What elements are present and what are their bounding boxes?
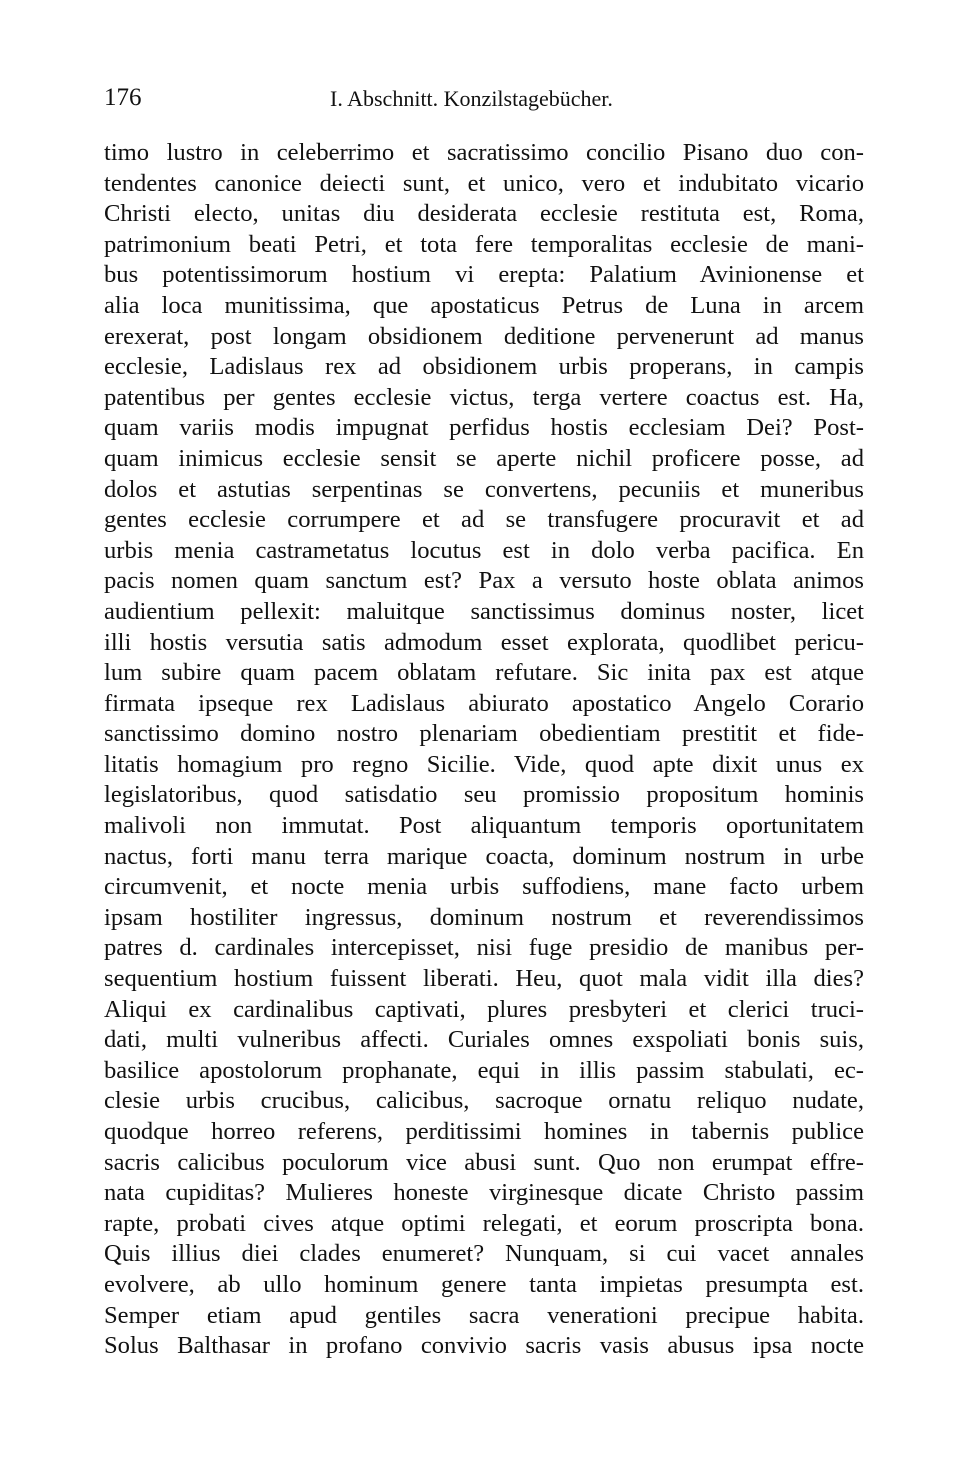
text-line: alia loca munitissima, que apostaticus Petrus de Luna in arcem [104, 291, 864, 319]
text-line: tendentes canonice deiecti sunt, et unico, vero et indubitato vicario [104, 169, 864, 197]
text-line: legislatoribus, quod satisdatio seu promissio propositum hominis [104, 781, 864, 809]
text-line: patentibus per gentes ecclesie victus, terga vertere coactus est. Ha, [104, 383, 864, 411]
text-line: Quis illius diei clades enumeret? Nunquam, si cui vacet annales [104, 1240, 864, 1268]
text-line: circumvenit, et nocte menia urbis suffodiens, mane facto urbem [104, 873, 864, 901]
text-line: quam inimicus ecclesie sensit se aperte nichil proficere posse, ad [104, 444, 864, 472]
page-number: 176 [104, 84, 142, 111]
text-line: lum subire quam pacem oblatam refutare. Sic inita pax est atque [104, 659, 864, 687]
text-line: litatis homagium pro regno Sicilie. Vide, quod apte dixit unus ex [104, 750, 864, 778]
text-line: sequentium hostium fuissent liberati. Heu, quot mala vidit illa dies? [104, 965, 864, 993]
text-line: malivoli non immutat. Post aliquantum temporis oportunitatem [104, 812, 864, 840]
text-line: dati, multi vulneribus affecti. Curiales omnes exspoliati bonis suis, [104, 1026, 864, 1054]
text-line: audientium pellexit: maluitque sanctissimus dominus noster, licet [104, 597, 864, 625]
text-line: rapte, probati cives atque optimi relegati, et eorum proscripta bona. [104, 1209, 864, 1237]
text-line: quam variis modis impugnat perfidus hostis ecclesiam Dei? Post- [104, 414, 864, 442]
text-line: basilice apostolorum prophanate, equi in illis passim stabulati, ec- [104, 1056, 864, 1084]
text-line: Semper etiam apud gentiles sacra venerationi precipue habita. [104, 1301, 864, 1329]
text-line: patres d. cardinales intercepisset, nisi fuge presidio de manibus per- [104, 934, 864, 962]
text-line: clesie urbis crucibus, calicibus, sacroque ornatu reliquo nudate, [104, 1087, 864, 1115]
text-line: nata cupiditas? Mulieres honeste virginesque dicate Christo passim [104, 1179, 864, 1207]
section-title: I. Abschnitt. Konzilstagebücher. [330, 86, 613, 111]
text-line: dolos et astutias serpentinas se convertens, pecuniis et muneribus [104, 475, 864, 503]
text-line: evolvere, ab ullo hominum genere tanta impietas presumpta est. [104, 1270, 864, 1298]
text-line: firmata ipseque rex Ladislaus abiurato apostatico Angelo Corario [104, 689, 864, 717]
text-line: illi hostis versutia satis admodum esset explorata, quodlibet pericu- [104, 628, 864, 656]
body-text [104, 138, 864, 1362]
text-line: patrimonium beati Petri, et tota fere temporalitas ecclesie de mani- [104, 230, 864, 258]
text-line: erexerat, post longam obsidionem deditione pervenerunt ad manus [104, 322, 864, 350]
text-line: sanctissimo domino nostro plenariam obedientiam prestitit et fide- [104, 720, 864, 748]
running-header [104, 84, 864, 118]
text-line: gentes ecclesie corrumpere et ad se transfugere procuravit et ad [104, 506, 864, 534]
text-line: urbis menia castrametatus locutus est in dolo verba pacifica. En [104, 536, 864, 564]
text-line: nactus, forti manu terra marique coacta, dominum nostrum in urbe [104, 842, 864, 870]
text-line: ipsam hostiliter ingressus, dominum nostrum et reverendissimos [104, 903, 864, 931]
text-line: quodque horreo referens, perditissimi homines in tabernis publice [104, 1118, 864, 1145]
text-line: pacis nomen quam sanctum est? Pax a versuto hoste oblata animos [104, 567, 864, 595]
text-line: Solus Balthasar in profano convivio sacris vasis abusus ipsa nocte [104, 1332, 864, 1360]
text-line: bus potentissimorum hostium vi erepta: Palatium Avinionense et [104, 261, 864, 289]
text-line: sacris calicibus poculorum vice abusi sunt. Quo non erumpat effre- [104, 1148, 864, 1176]
text-line: timo lustro in celeberrimo et sacratissimo concilio Pisano duo con- [104, 139, 864, 166]
text-line: Aliqui ex cardinalibus captivati, plures presbyteri et clerici truci- [104, 995, 864, 1023]
text-line: Christi electo, unitas diu desiderata ecclesie restituta est, Roma, [104, 200, 864, 228]
text-line: ecclesie, Ladislaus rex ad obsidionem urbis properans, in campis [104, 353, 864, 381]
